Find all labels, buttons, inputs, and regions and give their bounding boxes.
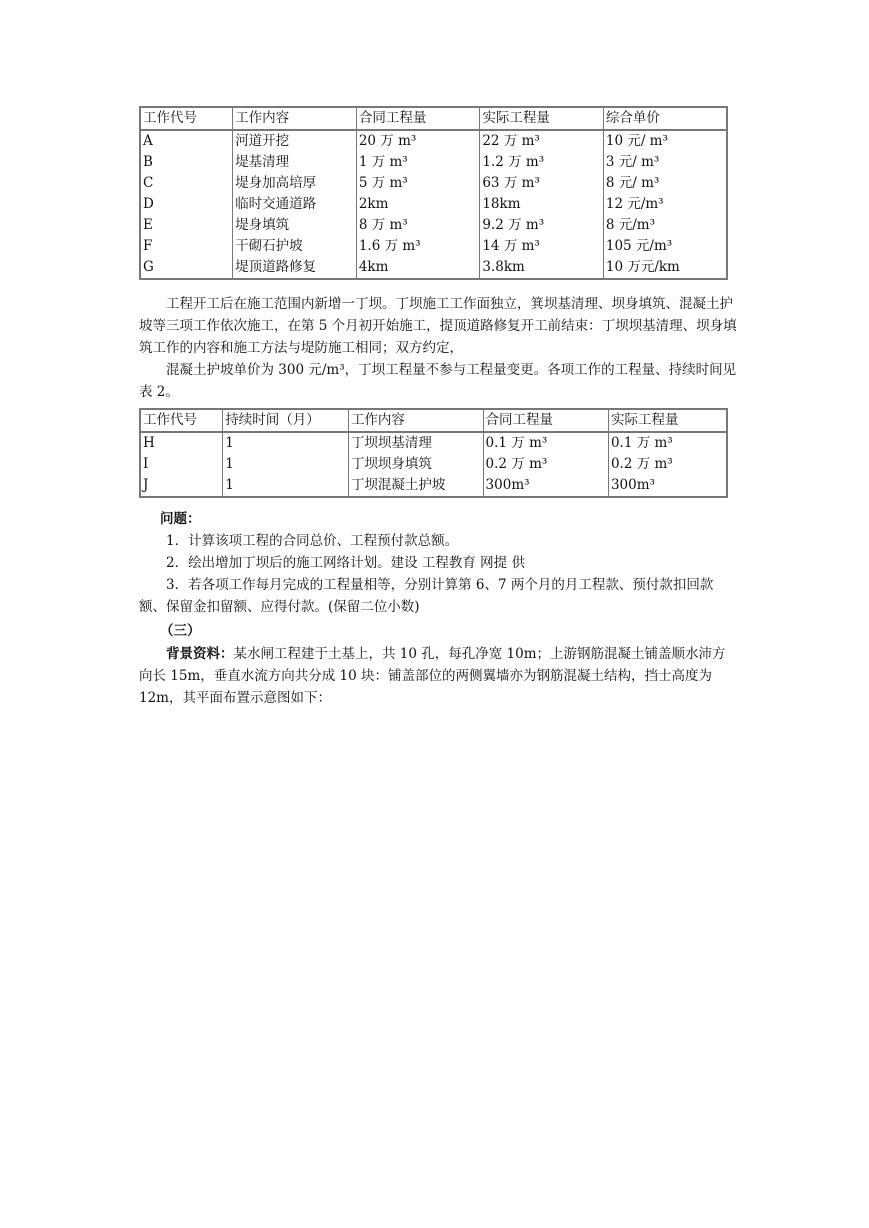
table-cell: 3.8km [480,257,604,279]
table-cell: 8 元/ m³ [603,173,727,194]
table-cell: H [140,432,223,454]
table-header-cell: 工作代号 [140,107,233,130]
table-row [140,257,727,279]
table-header-cell: 工作内容 [348,409,483,432]
question-2: 2．绘出增加丁坝后的施工网络计划。建设 工程教育 网提 供 [166,555,525,571]
table-cell: 丁坝坝身填筑 [348,454,483,475]
table-cell: 18km [480,194,604,215]
table-cell: 1 万 m³ [356,152,480,173]
table-cell: 1.2 万 m³ [480,152,604,173]
background-label: 背景资料： [166,646,234,662]
table-cell: 河道开挖 [233,130,357,152]
section-3-title: （三） [160,623,201,639]
table-cell: 堤身填筑 [233,215,357,236]
table-cell: 105 元/m³ [603,236,727,257]
table-cell: 1.6 万 m³ [356,236,480,257]
table-row [140,130,727,152]
background-paragraph [139,643,739,709]
table-header-cell: 工作代号 [140,409,223,432]
table-header-cell: 持续时间（月） [223,409,349,432]
table-cell: 干砌石护坡 [233,236,357,257]
table-cell: 1 [223,432,349,454]
table-header-cell: 工作内容 [233,107,357,130]
work-quantity-table-2 [139,408,728,498]
table-header-cell: 合同工程量 [483,409,608,432]
table-cell: F [140,236,233,257]
table-cell: G [140,257,233,279]
table-cell: 临时交通道路 [233,194,357,215]
table-cell: D [140,194,233,215]
table-cell: 丁坝坝基清理 [348,432,483,454]
table-header-cell: 综合单价 [603,107,727,130]
table-cell: 1 [223,454,349,475]
table-cell: 10 元/ m³ [603,130,727,152]
table-row [140,236,727,257]
table-cell: 0.2 万 m³ [608,454,727,475]
table-row [140,152,727,173]
table-cell: 22 万 m³ [480,130,604,152]
background-text: 某水闸工程建于土基上，共 10 孔，每孔净宽 10m；上游钢筋混凝土铺盖顺水沛方向长 15m，垂直水流方向共分成 10 块：铺盖部位的两侧翼墙亦为钢筋混凝土结构，挡士高度为 12m，其平面布置示意图如下： [139,646,726,706]
table-header-cell: 合同工程量 [356,107,480,130]
table-cell: 2km [356,194,480,215]
table-cell: C [140,173,233,194]
table-header-row [140,409,727,432]
question-1: 1．计算该项工程的合同总价、工程预付款总额。 [166,533,459,549]
question-3: 3．若各项工作每月完成的工程量相等，分别计算第 6、7 两个月的月工程款、预付款扣回款额、保留金扣留额、应得付款。(保留二位小数) [139,577,714,615]
table-row [140,432,727,454]
table-cell: 0.1 万 m³ [608,432,727,454]
table-cell: 堤身加高培厚 [233,173,357,194]
paragraph-revetment-price: 混凝土护坡单价为 300 元/m³，丁坝工程量不参与工程量变更。各项工作的工程量、持续时间见表 2。 [139,362,737,400]
table-cell: 1 [223,475,349,497]
table-cell: 9.2 万 m³ [480,215,604,236]
table-cell: 堤顶道路修复 [233,257,357,279]
table-cell: E [140,215,233,236]
table-cell: J [140,475,223,497]
table-row [140,475,727,497]
table-cell: 4km [356,257,480,279]
table-cell: 丁坝混凝土护坡 [348,475,483,497]
table-cell: 8 元/m³ [603,215,727,236]
table-cell: 300m³ [483,475,608,497]
table-cell: 300m³ [608,475,727,497]
table-cell: 14 万 m³ [480,236,604,257]
table-cell: 5 万 m³ [356,173,480,194]
table-row [140,215,727,236]
table-row [140,173,727,194]
table-cell: 堤基清理 [233,152,357,173]
table-cell: 20 万 m³ [356,130,480,152]
paragraph-new-groyne: 工程开工后在施工范围内新增一丁坝。丁坝施工工作面独立，箕坝基清理、坝身填筑、混凝土护坡等三项工作依次施工，在第 5 个月初开始施工，提顶道路修复开工前结束：丁坝坝基清理、坝身填筑工作的内容和施工方法与堤防施工相同；双方约定， [139,296,737,356]
table-cell: 0.1 万 m³ [483,432,608,454]
table-cell: 0.2 万 m³ [483,454,608,475]
table-cell: B [140,152,233,173]
table-header-cell: 实际工程量 [480,107,604,130]
table-header-cell: 实际工程量 [608,409,727,432]
table-cell: 8 万 m³ [356,215,480,236]
work-quantity-table-1 [139,106,728,280]
table-cell: A [140,130,233,152]
table-row [140,454,727,475]
table-cell: 12 元/m³ [603,194,727,215]
table-cell: 10 万元/km [603,257,727,279]
table-cell: 63 万 m³ [480,173,604,194]
table-cell: 3 元/ m³ [603,152,727,173]
questions-title: 问题： [160,511,201,527]
table-cell: I [140,454,223,475]
table-header-row [140,107,727,130]
table-row [140,194,727,215]
